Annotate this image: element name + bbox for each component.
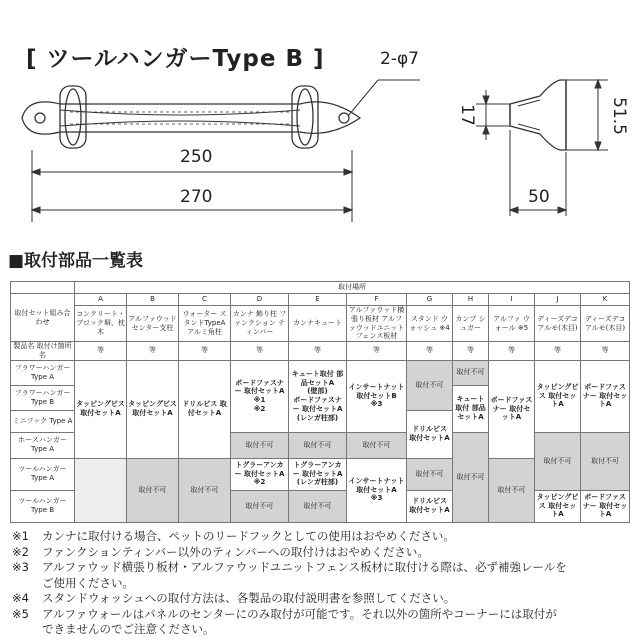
cell-d-mid: 取付不可 <box>231 432 289 458</box>
col-tail: 等 <box>407 342 453 361</box>
cell-e-top: キュート取付 部品セットA (壁部) ボードファスナー 取付セットA (レンガ柱部) <box>289 360 347 432</box>
row-label: ツールハンガー Type A <box>11 458 75 490</box>
note-line: ※2 ファンクションティンバー以外のティンバーへの取付けはおやめください。 <box>12 544 429 559</box>
col-tail: 等 <box>347 342 407 361</box>
row-label: フラワーハンガー Type B <box>11 385 75 410</box>
cell-g-low: 取付不可 <box>407 458 453 490</box>
col-letter: A <box>75 294 127 306</box>
cell-d-last: 取付不可 <box>231 490 289 522</box>
col-tail: 等 <box>127 342 179 361</box>
col-desc: アルファウッドセンター支柱 <box>127 306 179 342</box>
hanger-front-view <box>22 86 360 148</box>
table-corner-empty <box>11 282 75 294</box>
cell-h-top2: キュート取付 部品セットA <box>453 385 489 432</box>
cell-j-bottom: タッピングビス 取付セットA <box>535 490 581 522</box>
col-tail: 等 <box>489 342 535 361</box>
cell-i-top: ボードファスナー 取付セットA <box>489 360 535 458</box>
dim-51-5: 51.5 <box>609 97 629 135</box>
col-desc: カンナキュート <box>289 306 347 342</box>
cell-f-mid: 取付不可 <box>347 432 407 458</box>
cell-e-mid: 取付不可 <box>289 432 347 458</box>
cell-j-top: タッピングビス 取付セットA <box>535 360 581 432</box>
section-title: ■取付部品一覧表 <box>8 251 144 271</box>
col-tail: 等 <box>179 342 231 361</box>
col-letter: C <box>179 294 231 306</box>
col-desc: ディーズデコ アルモ(木目) <box>535 306 581 342</box>
hole-dimension: 2-φ7 <box>380 49 419 69</box>
col-letter: E <box>289 294 347 306</box>
cell-d-top: ボードファスナー 取付セットA ※1 ※2 <box>231 360 289 432</box>
col-tail: 等 <box>75 342 127 361</box>
col-letter: F <box>347 294 407 306</box>
hanger-side-view <box>510 80 566 150</box>
col-tail: 等 <box>289 342 347 361</box>
cell-g-top: 取付不可 <box>407 360 453 410</box>
cell-f-bottom: インサートナット 取付セットA ※3 <box>347 458 407 522</box>
cell-h-bottom: 取付不可 <box>453 432 489 522</box>
dim-250: 250 <box>180 147 213 167</box>
col-letter: J <box>535 294 581 306</box>
product-title: [ ツールハンガーType B ] <box>26 46 325 72</box>
cell-k-mid: 取付不可 <box>581 432 630 490</box>
col-desc: カンプ シュガー <box>453 306 489 342</box>
cell-e-bottom: トグラーアンカー 取付セットA (レンガ柱部) <box>289 458 347 490</box>
col-desc: アルファウッド横張り板材 アルファウッドユニットフェンス板材 <box>347 306 407 342</box>
header-location: 取付場所 <box>75 282 630 294</box>
col-desc: アルファ ウォール ※5 <box>489 306 535 342</box>
dim-17: 17 <box>457 104 477 126</box>
col-tail: 等 <box>581 342 630 361</box>
col-letter: B <box>127 294 179 306</box>
col-tail: 等 <box>535 342 581 361</box>
cell-k-top: ボードファスナー 取付セットA <box>581 360 630 432</box>
cell-k-bottom: ボードファスナー 取付セットA <box>581 490 630 522</box>
cell-g-mid: ドリルビス 取付セットA <box>407 410 453 458</box>
technical-drawing <box>0 0 640 240</box>
col-letter: H <box>453 294 489 306</box>
note-line: ※4 スタンドウォッシュへの取付方法は、各製品の取付説明書を参照してください。 <box>12 591 456 605</box>
col-letter: G <box>407 294 453 306</box>
parts-table <box>10 281 630 523</box>
col-desc: ディーズデコ アルモ(木目) <box>581 306 630 342</box>
row-label: ツールハンガー Type B <box>11 490 75 522</box>
dim-50: 50 <box>528 187 550 207</box>
note-line: ※1 カンナに取付ける場合、ペットのリードフックとしての使用はおやめください。 <box>12 529 455 543</box>
cell-g-bottom: ドリルビス 取付セットA <box>407 490 453 522</box>
col-desc: スタンド ウォッシュ ※4 <box>407 306 453 342</box>
row-label: フラワーハンガー Type A <box>11 360 75 385</box>
note-line: できませんのでご注意ください。 <box>42 622 215 636</box>
col-letter: K <box>581 294 630 306</box>
note-line: ※5 アルファウォールはパネルのセンターにのみ取付が可能です。それ以外の箇所やコーナーには取付が <box>12 606 557 621</box>
cell-b-top: タッピングビス 取付セットA <box>127 360 179 458</box>
cell-d-bottom: トグラーアンカー 取付セットA ※2 <box>231 458 289 490</box>
dim-270: 270 <box>180 187 213 207</box>
cell-c-top: ドリルビス 取付セットA <box>179 360 231 458</box>
note-line: ご使用ください。 <box>42 575 134 590</box>
cell-e-last: 取付不可 <box>289 490 347 522</box>
col-tail: 等 <box>453 342 489 361</box>
note-line: ※3 アルファウッド横張り板材・アルファウッドユニットフェンス板材に取付ける際は、必ず補強レールを <box>12 560 567 574</box>
col-tail: 等 <box>231 342 289 361</box>
notes <box>12 529 632 638</box>
corner-set-label: 取付セット組み合わせ <box>11 294 75 342</box>
col-desc: カンナ 飾り柱 ファンクション ティンバー <box>231 306 289 342</box>
row-label: ホースハンガー Type A <box>11 432 75 458</box>
cell-i-bottom: 取付不可 <box>489 458 535 522</box>
cell-c-bottom: 取付不可 <box>179 458 231 522</box>
corner-product-label: 製品名 取付け箇所名 <box>11 342 75 361</box>
col-desc: ウォーター スタンドTypeA アルミ角柱 <box>179 306 231 342</box>
cell-a-top: タッピングビス 取付セットA <box>75 360 127 458</box>
col-letter: D <box>231 294 289 306</box>
cell-j-mid: 取付不可 <box>535 432 581 490</box>
cell-b-bottom: 取付不可 <box>127 458 179 522</box>
cell-a-bottom <box>75 458 127 522</box>
col-desc: コンクリート・ブロック塀、枕木 <box>75 306 127 342</box>
row-label: ミニフック Type A <box>11 410 75 432</box>
cell-h-top: 取付不可 <box>453 360 489 385</box>
leader-line <box>348 80 420 116</box>
col-letter: I <box>489 294 535 306</box>
cell-f-top: インサートナット 取付セットB ※3 <box>347 360 407 432</box>
